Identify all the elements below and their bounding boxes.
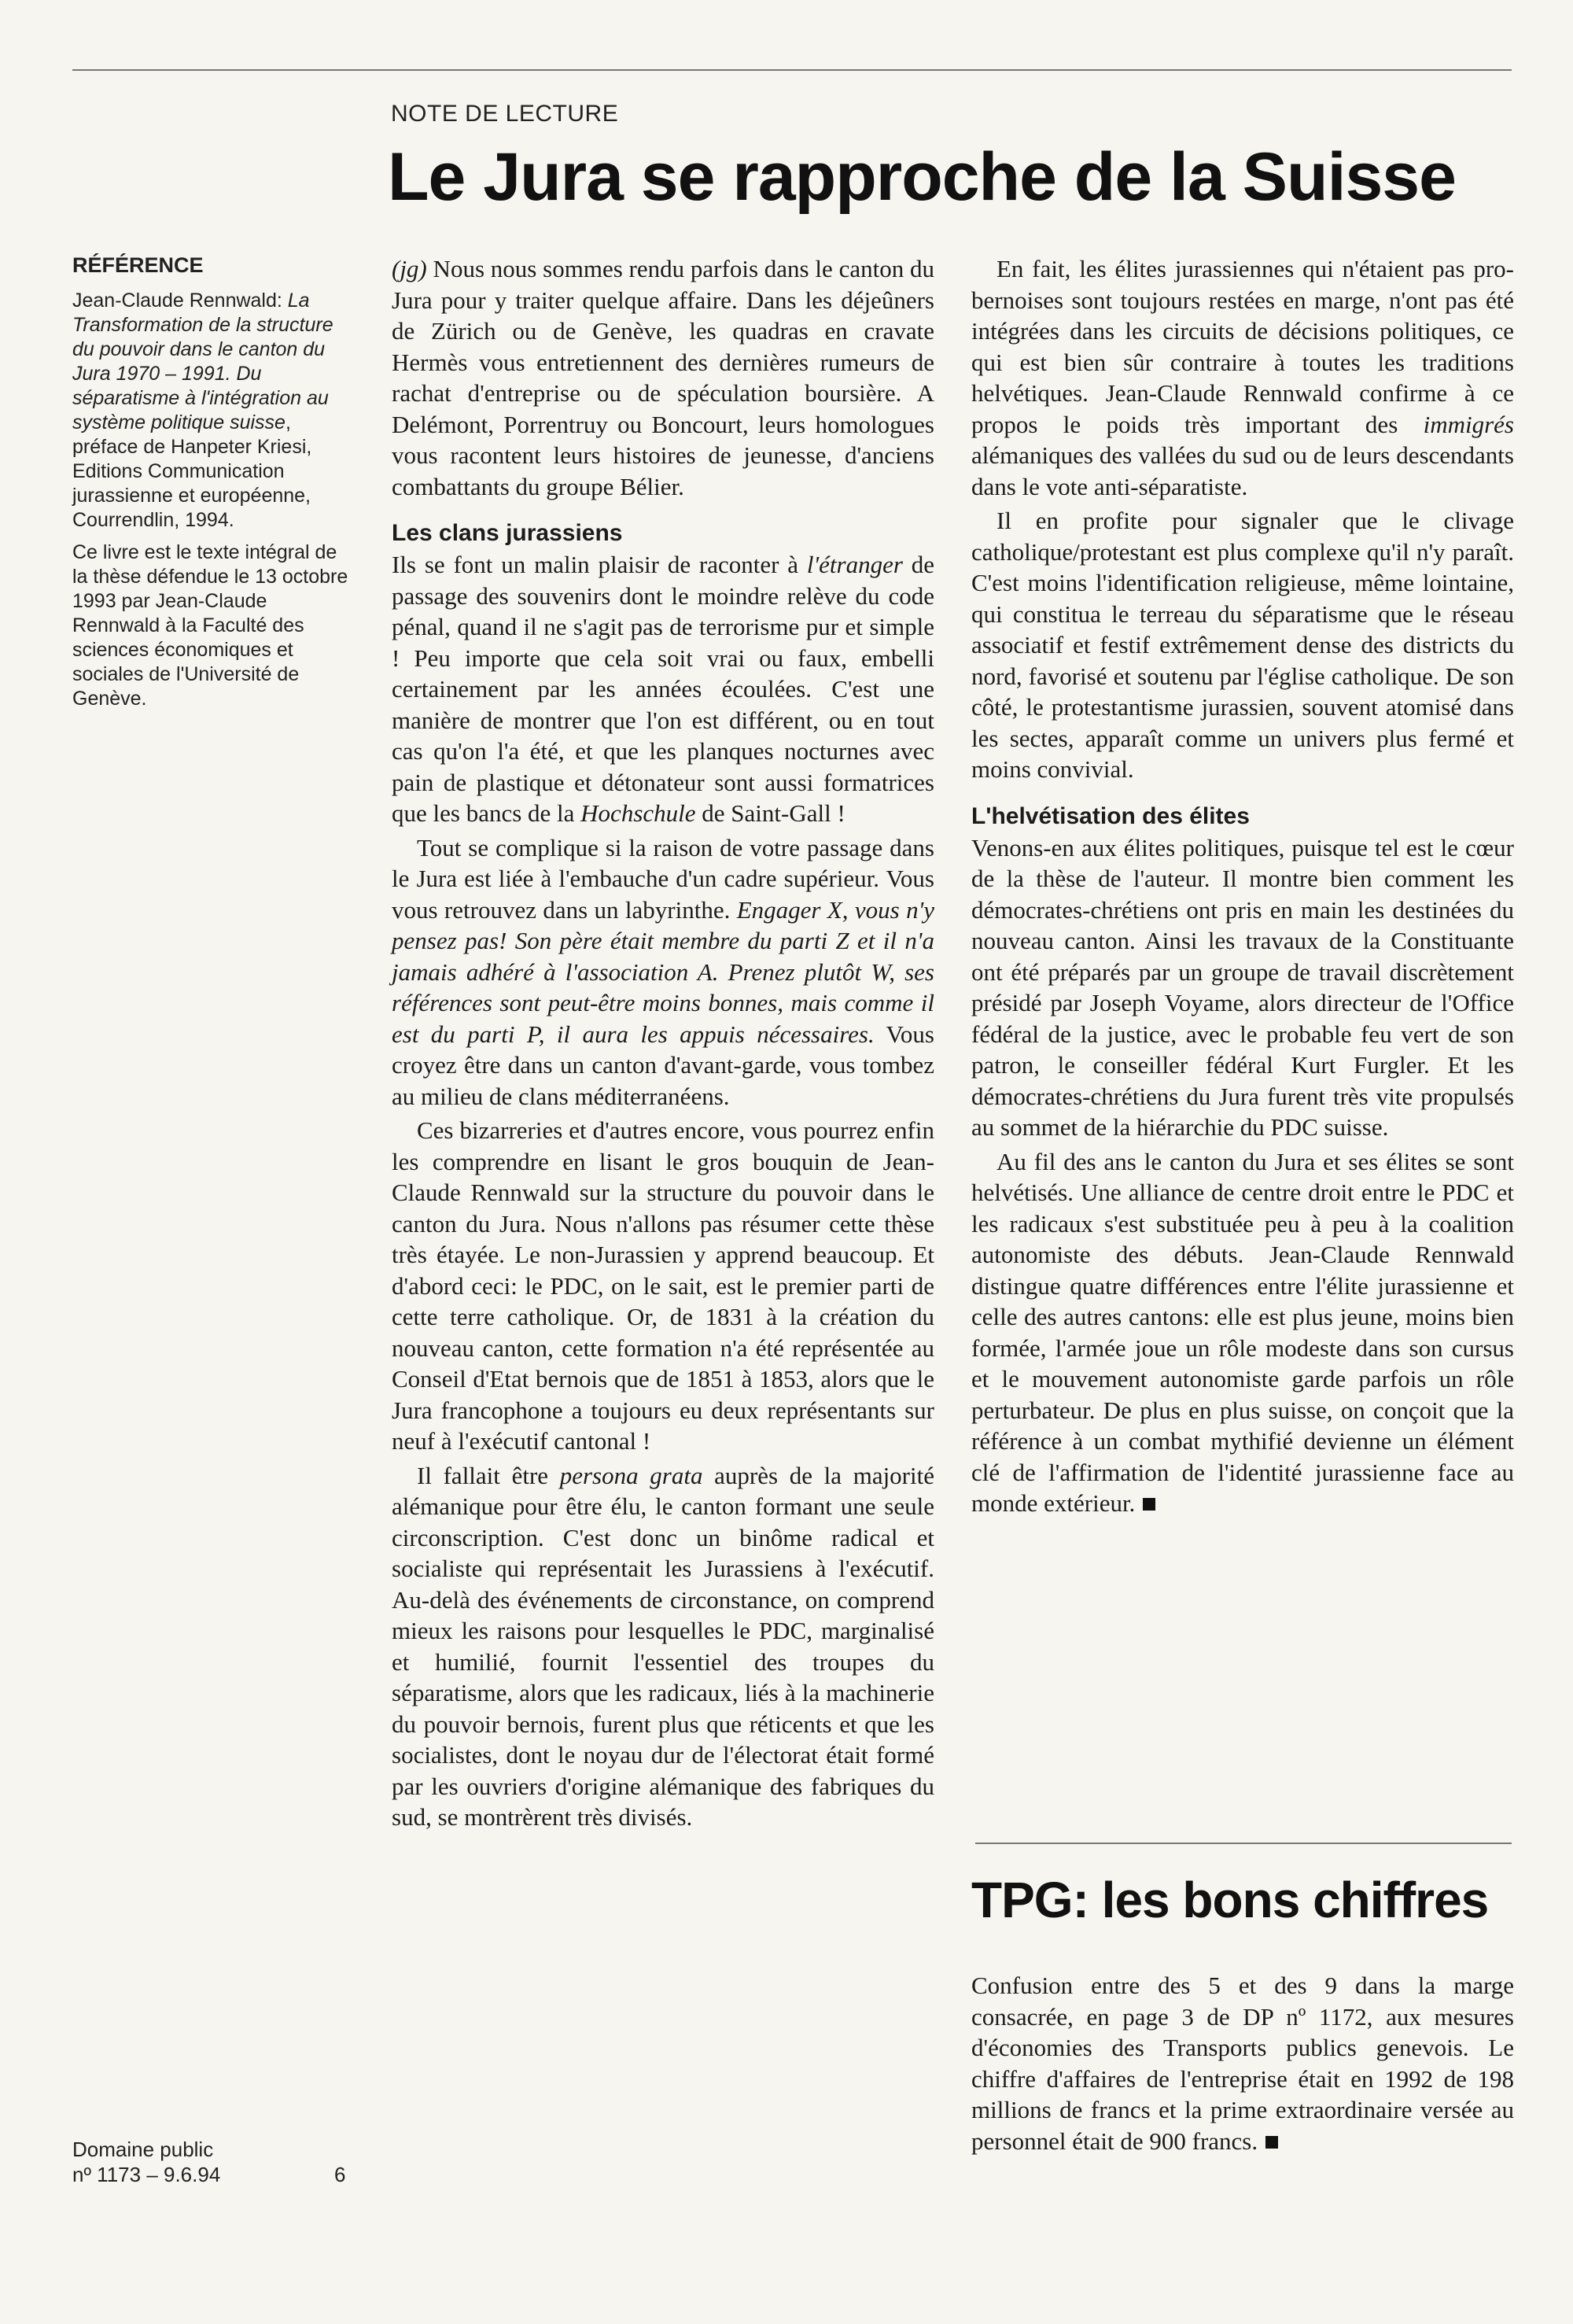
paragraph-italic: immigrés — [1423, 410, 1514, 438]
paragraph — [971, 1146, 1514, 1519]
paragraph-text: Ils se font un malin plaisir de raconter à — [392, 551, 807, 578]
reference-note: Ce livre est le texte intégral de la thèse défendue le 13 octobre 1993 par Jean-Claude Rennwald à la Faculté des sciences économiques et sociales de l'Université de Genève. — [72, 541, 348, 710]
top-rule — [72, 69, 1512, 71]
paragraph-italic: Engager X, vous n'y pensez pas! Son père était membre du parti Z et il n'a jamais adhéré à l'association A. Prenez plutôt W, ses références sont peut-être moins bonnes, mais comme il est du parti P, il aura les appuis nécessaires. — [392, 895, 934, 1048]
reference-sidebar — [72, 253, 355, 719]
reference-author: Jean-Claude Rennwald: — [72, 290, 288, 312]
article-kicker: NOTE DE LECTURE — [391, 101, 619, 127]
end-mark-icon — [1265, 2136, 1278, 2149]
paragraph: Venons-en aux élites politiques, puisque tel est le cœur de la thèse de l'auteur. Il montre bien comment les démocrates-chrétiens ont pris en main les destinées du nouveau canton. Ainsi les travaux de la Constituante ont été préparés par un groupe de travail discrètement présidé par Joseph Voyame, alors directeur de l'Office fédéral de la justice, avec le probable feu vert de son patron, le conseiller fédéral Kurt Furgler. Et les démocrates-chrétiens du Jura furent très vite propulsés au sommet de la hiérarchie du PDC suisse. — [971, 833, 1514, 1141]
paragraph — [392, 832, 934, 1112]
paragraph-text: Au fil des ans le canton du Jura et ses élites se sont helvétisés. Une alliance de centre droit entre le PDC et les radicaux s'est substituée peu à peu à la coalition autonomiste des débuts. Jean-Claude Rennwald distingue quatre différences entre l'élite jurassienne et celle des autres cantons: elle est plus jeune, moins bien formée, l'armée joue un rôle modeste dans son cursus et le mouvement autonomiste garde parfois un rôle perturbateur. De plus en plus suisse, on conçoit que la référence à un combat mythifié devienne un élément clé de l'affirmation de l'identité jurassienne face au monde extérieur. — [971, 1147, 1514, 1517]
paragraph-text: de Saint-Gall ! — [695, 799, 845, 827]
article-title: Le Jura se rapproche de la Suisse — [388, 139, 1456, 215]
article-column-1 — [392, 253, 934, 1833]
paragraph — [971, 1970, 1514, 2156]
paragraph-text: Il fallait être — [417, 1461, 560, 1489]
article-column-2 — [971, 253, 1514, 1519]
paragraph-text: Nous nous sommes rendu parfois dans le canton du Jura pour y traiter quelque affaire. Dans les déjeûners de Zürich ou de Genève, les quadras en cravate Hermès vous entretiennent des dernières rumeurs de rachat d'entreprise ou de spéculation boursière. A Delémont, Porrentruy ou Boncourt, leurs homologues vous racontent leurs histoires de jeunesse, d'anciens combattants du groupe Bélier. — [392, 255, 934, 500]
paragraph-italic: Hochschule — [580, 799, 696, 827]
paragraph — [392, 253, 934, 502]
paragraph — [971, 253, 1514, 502]
tpg-rule — [975, 1843, 1512, 1844]
paragraph — [392, 1460, 934, 1833]
paragraph-text: auprès de la majorité alémanique pour être élu, le canton formant une seule circonscription. C'est donc un binôme radical et socialiste qui représentait les Jurassiens à l'exécutif. Au-delà des événements de circonstance, on comprend mieux les raisons pour lesquelles le PDC, marginalisé et humilié, fournit l'essentiel des troupes du séparatisme, alors que les radicaux, liés à la machinerie du pouvoir bernois, furent plus que réticents et que les socialistes, dont le noyau dur de l'électorat était formé par les ouvriers d'origine alémanique des fabriques du sud, se montrèrent très divisés. — [392, 1461, 934, 1831]
tpg-body — [971, 1970, 1514, 2156]
author-initials: (jg) — [392, 255, 427, 282]
page-number: 6 — [334, 2163, 346, 2186]
paragraph-text: Vous croyez être dans un canton d'avant-garde, vous tombez au milieu de clans méditerranéens. — [392, 1020, 934, 1110]
tpg-title: TPG: les bons chiffres — [971, 1872, 1489, 1928]
reference-citation — [72, 289, 355, 533]
end-mark-icon — [1143, 1498, 1155, 1511]
footer — [72, 2137, 220, 2187]
paragraph-text: Confusion entre des 5 et des 9 dans la marge consacrée, en page 3 de DP nº 1172, aux mesures d'économies des Transports publics genevois. Le chiffre d'affaires de l'entreprise était en 1992 de 198 millions de francs et la prime extraordinaire versée au personnel était de 900 francs. — [971, 1972, 1514, 2155]
publication-name: Domaine public — [72, 2138, 214, 2161]
reference-heading: RÉFÉRENCE — [72, 253, 204, 277]
subheading-clans: Les clans jurassiens — [392, 520, 623, 546]
paragraph: Il en profite pour signaler que le clivage catholique/protestant est plus complexe qu'il n'y paraît. C'est moins l'identification religieuse, même lointaine, qui constitua le terreau du séparatisme que le réseau associatif et festif extrêmement dense des districts du nord, favorisé et soutenu par l'église catholique. De son côté, le protestantisme jurassien, souvent atomisé dans les sectes, apparaît comme un univers plus fermé et moins convivial. — [971, 507, 1514, 783]
issue-info: nº 1173 – 9.6.94 — [72, 2163, 221, 2186]
subheading-helvetisation: L'helvétisation des élites — [971, 802, 1250, 829]
paragraph-text: alémaniques des vallées du sud ou de leurs descendants dans le vote anti-séparatiste. — [971, 441, 1514, 500]
reference-book-title: La Transformation de la structure du pouvoir dans le canton du Jura 1970 – 1991. Du séparatisme à l'intégration au système politique suisse — [72, 290, 333, 433]
paragraph-text: de passage des souvenirs dont le moindre relève du code pénal, quand il ne s'agit pas de terrorisme pur et simple ! Peu importe que cela soit vrai ou faux, embelli certainement par les années écoulées. C'est une manière de montrer que l'on est différent, ou en tout cas qu'on l'a été, et que les planques nocturnes avec pain de plastique et détonateur sont aussi formatrices que les bancs de la — [392, 551, 934, 827]
paragraph-text: Tout se complique si la raison de votre passage dans le Jura est liée à l'embauche d'un cadre supérieur. Vous vous retrouvez dans un labyrinthe. — [392, 833, 934, 924]
paragraph: Ces bizarreries et d'autres encore, vous pourrez enfin les comprendre en lisant le gros bouquin de Jean-Claude Rennwald sur la structure du pouvoir dans le canton du Jura. Nous n'allons pas résumer cette thèse très étayée. Le non-Jurassien y apprend beaucoup. Et d'abord ceci: le PDC, on le sait, est le premier parti de cette terre catholique. Or, de 1831 à la création du nouveau canton, cette formation n'a été représentée au Conseil d'Etat bernois que de 1851 à 1853, alors que le Jura francophone a toujours eu deux représentants sur neuf à l'exécutif cantonal ! — [392, 1116, 934, 1455]
paragraph — [392, 549, 934, 829]
reference-publisher: , préface de Hanpeter Kriesi, Editions Communication jurassienne et européenne, Courrendlin, 1994. — [72, 411, 312, 531]
paragraph-italic: persona grata — [559, 1461, 703, 1489]
paragraph-italic: l'étranger — [806, 551, 903, 578]
paragraph-text: En fait, les élites jurassiennes qui n'étaient pas pro-bernoises sont toujours restées en marge, n'ont pas été intégrées dans les circuits de décisions politiques, ce qui est bien sûr contraire à toutes les traditions helvétiques. Jean-Claude Rennwald confirme à ce propos le poids très important des — [971, 255, 1514, 438]
